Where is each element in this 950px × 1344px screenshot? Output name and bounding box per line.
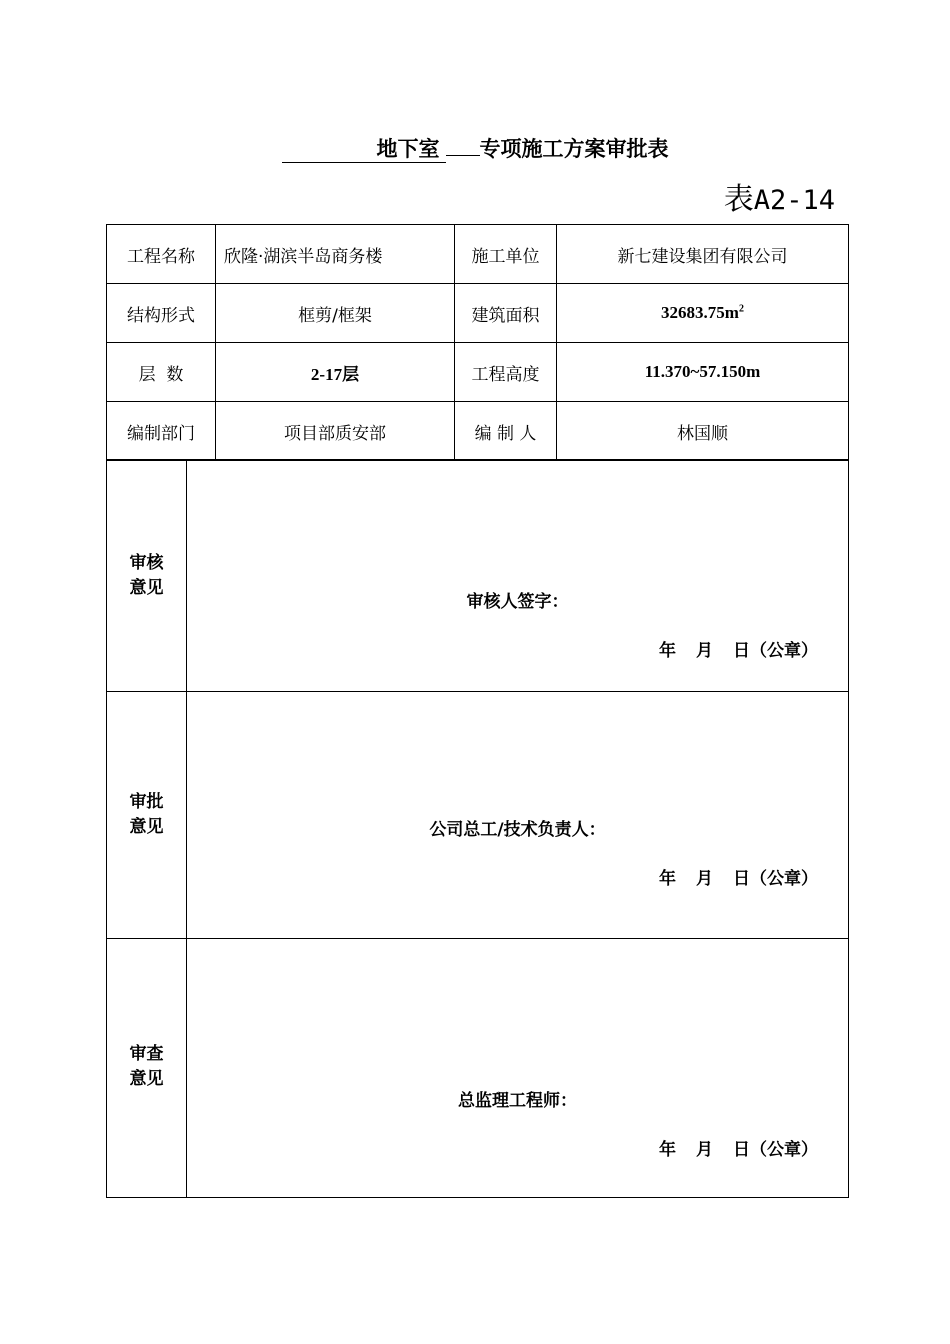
table-row [107,284,849,343]
value-compiling-dept: 项目部质安部 [216,402,455,461]
value-contractor: 新七建设集团有限公司 [557,225,849,284]
label-building-height: 工程高度 [455,343,557,402]
date-seal-line [659,636,818,661]
section-label-line1: 审批 [129,792,164,812]
signer-label: 总监理工程师： [458,1091,577,1111]
value-compiler: 林国顺 [557,402,849,461]
value-floors: 2-17层 [216,343,455,402]
label-floors: 层 数 [107,343,216,402]
form-title [0,133,950,165]
section-label-line2: 意见 [129,817,164,837]
form-number-prefix: 表 [723,183,754,216]
floor-area-unit-sup: 2 [738,303,744,315]
value-project-name: 欣隆·湖滨半岛商务楼 [216,225,455,284]
table-row [107,225,849,284]
date-year: 年 [659,641,676,661]
section-content-cell[interactable] [187,460,849,692]
section-label-cell [107,692,187,939]
date-month: 月 [696,869,713,889]
date-seal-line [659,864,818,889]
label-structure-type: 结构形式 [107,284,216,343]
section-label-cell [107,939,187,1198]
section-label-line2: 意见 [129,578,164,598]
table-row [107,402,849,461]
date-year: 年 [659,1140,676,1160]
table-row [107,343,849,402]
label-compiling-dept: 编制部门 [107,402,216,461]
section-content-cell[interactable] [187,692,849,939]
section-label [107,1042,186,1092]
section-label-line2: 意见 [129,1069,164,1089]
review-section [107,460,849,692]
section-label [107,551,186,601]
date-month: 月 [696,1140,713,1160]
label-project-name: 工程名称 [107,225,216,284]
date-day-seal: 日（公章） [733,1140,818,1160]
title-suffix: 专项施工方案审批表 [479,137,669,161]
form-number-code: A2-14 [753,185,835,216]
section-label [107,790,186,840]
section-label-cell [107,460,187,692]
value-structure-type: 框剪/框架 [216,284,455,343]
date-day-seal: 日（公章） [733,869,818,889]
section-label-line1: 审核 [129,553,164,573]
date-seal-line [659,1135,818,1160]
form-number [724,180,835,221]
value-building-height: 11.370~57.150m [557,343,849,402]
date-month: 月 [696,641,713,661]
review-table [106,459,849,1198]
date-day-seal: 日（公章） [733,641,818,661]
review-section [107,692,849,939]
label-compiler: 编 制 人 [455,402,557,461]
title-blank-underline [446,155,480,156]
label-contractor: 施工单位 [455,225,557,284]
review-section [107,939,849,1198]
section-content-cell[interactable] [187,939,849,1198]
floor-area-number: 32683.75m [661,303,739,322]
signer-label: 公司总工/技术负责人： [429,820,606,840]
title-subject: 地下室 [282,136,446,163]
value-floor-area [557,284,849,343]
project-info-table [106,224,849,461]
section-label-line1: 审查 [129,1044,164,1064]
date-year: 年 [659,869,676,889]
signer-label: 审核人签字： [466,592,569,612]
label-floor-area: 建筑面积 [455,284,557,343]
